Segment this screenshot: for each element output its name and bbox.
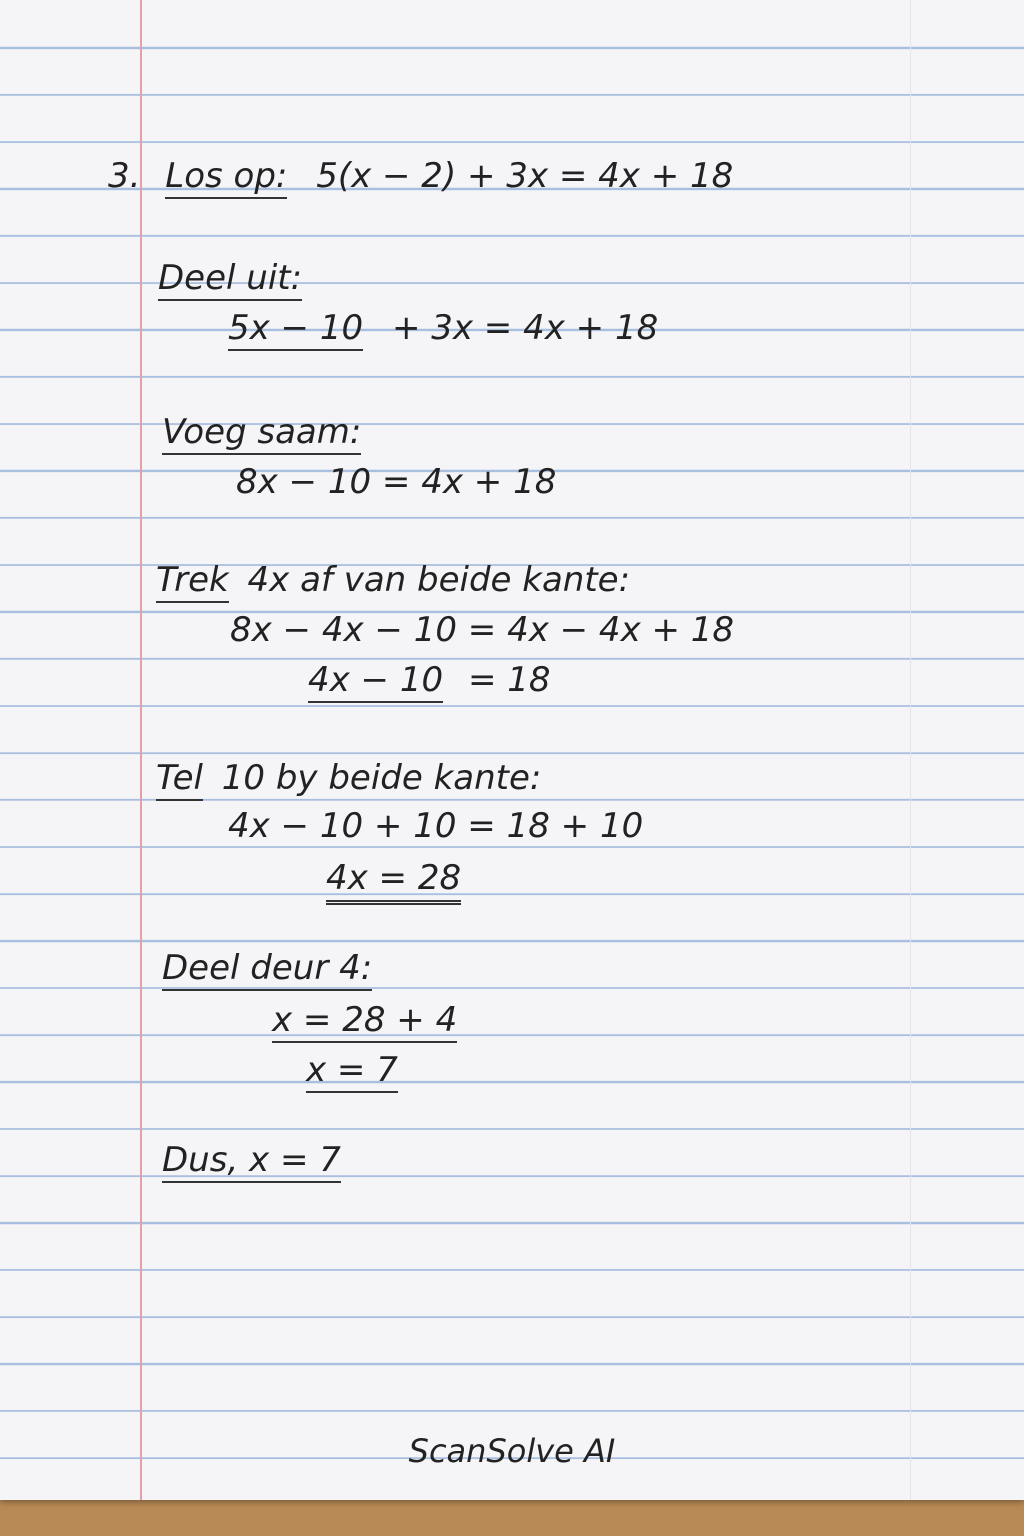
step-4-heading: Tel 10 by beide kante: [156, 758, 541, 798]
step-4-line-2: 4x = 28 [326, 858, 461, 898]
footer-watermark: ScanSolve AI [408, 1432, 616, 1470]
problem-number: 3. [108, 156, 141, 196]
step-5-line-1: x = 28 + 4 [272, 1000, 457, 1040]
step-1-heading: Deel uit: [158, 258, 302, 298]
step-2-heading: Voeg saam: [162, 412, 361, 452]
step-3-heading: Trek 4x af van beide kante: [156, 560, 630, 600]
step-2-line-1: 8x − 10 = 4x + 18 [236, 462, 557, 502]
step-3-line-1: 8x − 4x − 10 = 4x − 4x + 18 [230, 610, 735, 650]
problem-header [108, 156, 733, 196]
problem-instruction: Los op: [165, 156, 287, 199]
step-1-line-1: 5x − 10 + 3x = 4x + 18 [228, 308, 658, 348]
step-3-line-2: 4x − 10 = 18 [308, 660, 551, 700]
margin-line [140, 0, 142, 1500]
step-5-line-2: x = 7 [306, 1050, 398, 1090]
problem-equation: 5(x − 2) + 3x = 4x + 18 [316, 156, 734, 196]
step-5-heading: Deel deur 4: [162, 948, 372, 988]
conclusion: Dus, x = 7 [162, 1140, 341, 1180]
page-edge-line [910, 0, 911, 1500]
step-4-line-1: 4x − 10 + 10 = 18 + 10 [228, 806, 644, 846]
